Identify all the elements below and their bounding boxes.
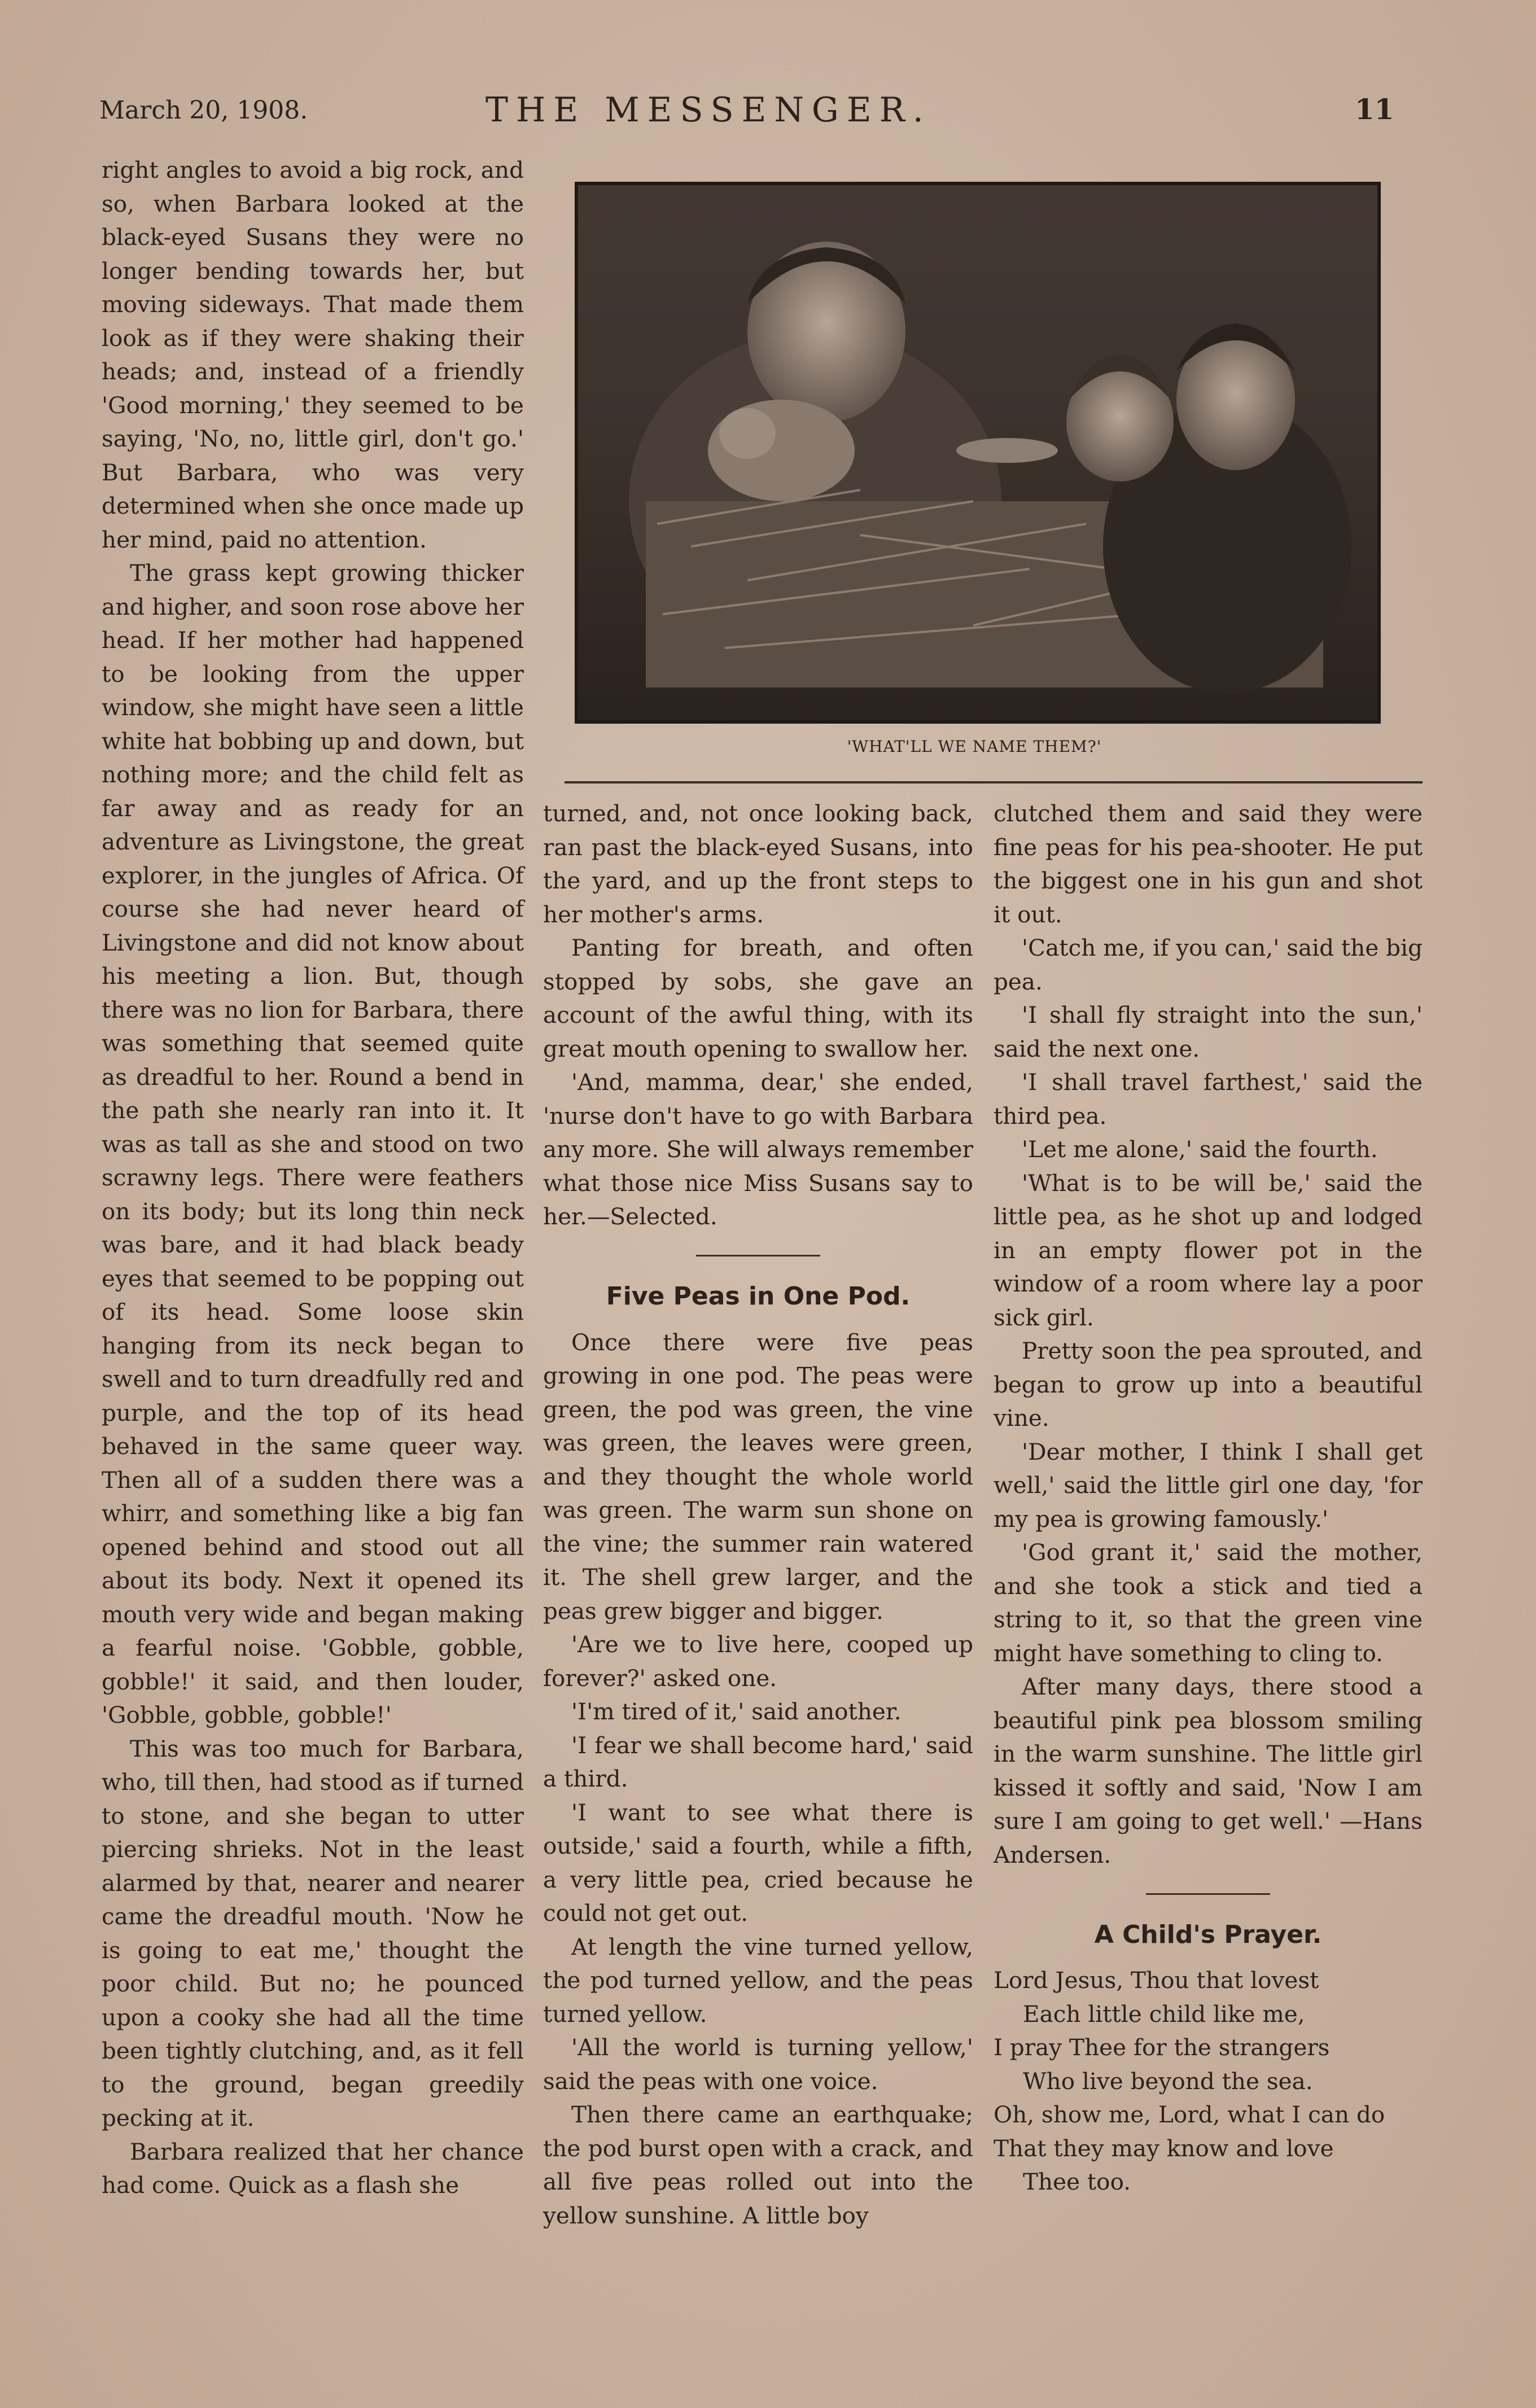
- poem-line: Thee too.: [1023, 2168, 1131, 2195]
- paragraph: 'I fear we shall become hard,' said a third.: [543, 1731, 973, 1792]
- paragraph: 'I'm tired of it,' said another.: [571, 1698, 902, 1725]
- column-3: [994, 797, 1423, 2199]
- paragraph: This was too much for Barbara, who, till then, had stood as if turned to stone, and she began to utter piercing shrieks. Not in the least alarmed by that, nearer and nearer came the dreadful mouth. 'Now he is going to eat me,' thought the poor child. But no; he pounced upon a cooky she had all the time been tightly clutching, and, as it fell to the ground, began greedily pecking at it.: [102, 1735, 524, 2131]
- paragraph: The grass kept growing thicker and higher, and soon rose above her head. If her mother had happened to be looking from the upper window, she might have seen a little white hat bobbing up and down, but nothing more; and the child felt as far away and as ready for an adventure as Livingstone, the great explorer, in the jungles of Africa. Of course she had never heard of Livingstone and did not know about his meeting a lion. But, though there was no lion for Barbara, there was something that seemed quite as dreadful to her. Round a bend in the path she nearly ran into it. It was as tall as she and stood on two scrawny legs. There were feathers on its body; but its long thin neck was bare, and it had black beady eyes that seemed to be popping out of its head. Some loose skin hanging from its neck began to swell and to turn dreadfully red and purple, and the top of its head behaved in the same queer way. Then all of a sudden there was a whirr, and something like a big fan opened behind and stood out all about its body. Next it opened its mouth very wide and began making a fearful noise. 'Gobble, gobble, gobble!' it said, and then louder, 'Gobble, gobble, gobble!': [102, 559, 524, 1728]
- paragraph: Then there came an earthquake; the pod burst open with a crack, and all five peas rolled out into the yellow sunshine. A little boy: [543, 2101, 973, 2229]
- paragraph: 'God grant it,' said the mother, and she took a stick and tied a string to it, so that the green vine might have something to cling to.: [994, 1539, 1423, 1667]
- poem-line: Who live beyond the sea.: [1023, 2067, 1313, 2095]
- paragraph: After many days, there stood a beautiful pink pea blossom smiling in the warm sunshine. The little girl kissed it softly and said, 'Now I am sure I am going to get well.' —Hans Andersen.: [994, 1673, 1423, 1868]
- paragraph: At length the vine turned yellow, the pod turned yellow, and the peas turned yellow.: [543, 1933, 973, 2028]
- poem-line: I pray Thee for the strangers: [994, 2034, 1330, 2061]
- column-1: [102, 154, 524, 2203]
- poem-line: That they may know and love: [994, 2134, 1334, 2162]
- engraving-illustration: [575, 182, 1381, 724]
- paragraph: 'And, mamma, dear,' she ended, 'nurse don't have to go with Barbara any more. She will always remember what those nice Miss Susans say to her.—Selected.: [543, 1069, 973, 1230]
- paragraph: right angles to avoid a big rock, and so, when Barbara looked at the black-eyed Susans they were no longer bending towards her, but moving sideways. That made them look as if they were shaking their heads; and, instead of a friendly 'Good morning,' they seemed to be saying, 'No, no, little girl, don't go.' But Barbara, who was very determined when she once made up her mind, paid no attention.: [102, 156, 524, 553]
- story-heading: Five Peas in One Pod.: [606, 1282, 911, 1311]
- ornamental-divider: [994, 1876, 1423, 1910]
- page-header: [0, 90, 1536, 135]
- poem-heading: A Child's Prayer.: [1094, 1920, 1322, 1949]
- paragraph: 'Dear mother, I think I shall get well,' said the little girl one day, 'for my pea is growing famously.': [994, 1438, 1423, 1533]
- poem-line: Oh, show me, Lord, what I can do: [994, 2101, 1385, 2128]
- ornamental-divider: [543, 1238, 973, 1272]
- paragraph: 'Let me alone,' said the fourth.: [1022, 1136, 1378, 1163]
- paragraph: turned, and, not once looking back, ran past the black-eyed Susans, into the yard, and up the front steps to her mother's arms.: [543, 800, 973, 928]
- paragraph: Panting for breath, and often stopped by sobs, she gave an account of the awful thing, with its great mouth opening to swallow her.: [543, 934, 973, 1062]
- issue-date: March 20, 1908.: [99, 96, 308, 125]
- paragraph: 'Are we to live here, cooped up forever?' asked one.: [543, 1631, 973, 1692]
- illustration-caption: 'WHAT'LL WE NAME THEM?': [847, 737, 1102, 756]
- paragraph: 'What is to be will be,' said the little pea, as he shot up and lodged in an empty flower pot in the window of a room where lay a poor sick girl.: [994, 1169, 1423, 1331]
- page-number: 11: [1355, 93, 1394, 126]
- paragraph: Barbara realized that her chance had come. Quick as a flash she: [102, 2138, 524, 2199]
- poem: [994, 1964, 1423, 2199]
- paragraph: 'I want to see what there is outside,' said a fourth, while a fifth, a very little pea, cried because he could not get out.: [543, 1798, 973, 1927]
- newspaper-title: THE MESSENGER.: [485, 90, 931, 130]
- poem-line: Lord Jesus, Thou that lovest: [994, 1967, 1319, 1994]
- section-divider: [564, 781, 1423, 783]
- paragraph: clutched them and said they were fine peas for his pea-shooter. He put the biggest one in his gun and shot it out.: [994, 800, 1423, 928]
- paragraph: 'I shall travel farthest,' said the third pea.: [994, 1069, 1423, 1129]
- paragraph: 'All the world is turning yellow,' said the peas with one voice.: [543, 2034, 973, 2095]
- paragraph: 'Catch me, if you can,' said the big pea.: [994, 934, 1423, 995]
- paragraph: 'I shall fly straight into the sun,' said the next one.: [994, 1001, 1423, 1062]
- paragraph: Pretty soon the pea sprouted, and began to grow up into a beautiful vine.: [994, 1337, 1423, 1431]
- paragraph: Once there were five peas growing in one pod. The peas were green, the pod was green, the vine was green, the leaves were green, and they thought the whole world was green. The warm sun shone on the vine; the summer rain watered it. The shell grew larger, and the peas grew bigger and bigger.: [543, 1328, 973, 1625]
- poem-line: Each little child like me,: [1023, 2000, 1305, 2028]
- illustration-children-with-kittens: [578, 185, 1377, 720]
- column-2: [543, 797, 973, 2232]
